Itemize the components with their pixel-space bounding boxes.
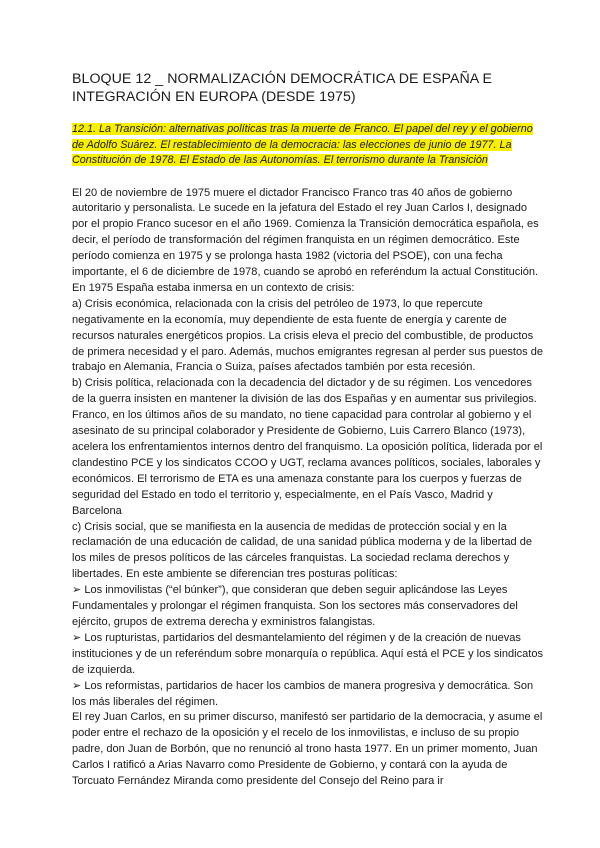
paragraph-political-crisis: b) Crisis política, relacionada con la decadencia del dictador y de su régimen. Los vencedores de la guerra insisten en mantener la división de las dos Españas y en aumentar sus privilegios. Franco, en los últimos años de su mandato, no tiene capacidad para controlar al gobierno y el asesinato de su principal colaborador y Presidente de Gobierno, Luis Carrero Blanco (1973), acelera los enfrentamientos internos dentro del franquismo. La oposición política, liderada por el clandestino PCE y los sindicatos CCOO y UGT, reclama avances políticos, sociales, laborales y económicos. El terrorismo de ETA es una amenaza constante para los cuerpos y fuerzas de seguridad del Estado en todo el territorio y, especialmente, en el País Vasco, Madrid y Barcelona [72, 377, 543, 517]
document-title: BLOQUE 12 _ NORMALIZACIÓN DEMOCRÁTICA DE ESPAÑA E INTEGRACIÓN EN EUROPA (DESDE 1975) [72, 71, 493, 105]
bullet-inmovilistas: ➢ Los inmovilistas (“el búnker”), que consideran que deben seguir aplicándose las Leyes Fundamentales y prolongar el régimen franquista. Son los sectores más conservadores del ejército, grupos de extrema derecha y exministros falangistas. [72, 584, 518, 628]
paragraph-intro: El 20 de noviembre de 1975 muere el dictador Francisco Franco tras 40 años de gobierno autoritario y personalista. Le sucede en la jefatura del Estado el rey Juan Carlos I, designado por el propio Franco sucesor en el año 1969. Comienza la Transición democrática española, es decir, el período de transformación del régimen franquista en un régimen democrático. Este período comienza en 1975 y se prolonga hasta 1982 (victoria del PSOE), con una fecha importante, el 6 de diciembre de 1978, cuando se aprobó en referéndum la actual Constitución. En 1975 España estaba inmersa en un contexto de crisis: [72, 186, 539, 294]
paragraph-social-crisis: c) Crisis social, que se manifiesta en la ausencia de medidas de protección social y en la reclamación de una educación de calidad, de una sanidad pública moderna y de la libertad de los miles de presos políticos de las cárceles franquistas. La sociedad reclama derechos y libertades. En este ambiente se diferencian tres posturas políticas: [72, 520, 532, 581]
document-body [72, 186, 545, 790]
bullet-reformistas: ➢ Los reformistas, partidarios de hacer los cambios de manera progresiva y democrática. Son los más liberales del régimen. [72, 679, 534, 708]
paragraph-economic-crisis: a) Crisis económica, relacionada con la crisis del petróleo de 1973, lo que repercute negativamente en la economía, muy dependiente de esta fuente de energía y carente de recursos naturales energéticos propios. La crisis eleva el precio del combustible, de productos de primera necesidad y el paro. Además, muchos emigrantes regresan al perder sus puestos de trabajo en Alemania, Francia o Suiza, países afectados también por esta recesión. [72, 297, 543, 374]
bullet-rupturistas: ➢ Los rupturistas, partidarios del desmantelamiento del régimen y de la creación de nuevas instituciones y de un referéndum sobre monarquía o república. Aquí está el PCE y los sindicatos de izquierda. [72, 631, 543, 676]
section-heading [72, 122, 545, 169]
highlighted-section-title: 12.1. La Transición: alternativas políticas tras la muerte de Franco. El papel del rey y el gobierno de Adolfo Suárez. El restablecimiento de la democracia: las elecciones de junio de 1977. La Constitución de 1978. El Estado de las Autonomías. El terrorismo durante la Transición [72, 123, 533, 166]
paragraph-king-juan-carlos: El rey Juan Carlos, en su primer discurso, manifestó ser partidario de la democracia, y asume el poder entre el rechazo de la oposición y el recelo de los inmovilistas, e incluso de su propio padre, don Juan de Borbón, que no renunció al trono hasta 1977. En un primer momento, Juan Carlos I ratificó a Arias Navarro como Presidente de Gobierno, y contará con la ayuda de Torcuato Fernández Miranda como presidente del Consejo del Reino para ir [72, 711, 543, 788]
